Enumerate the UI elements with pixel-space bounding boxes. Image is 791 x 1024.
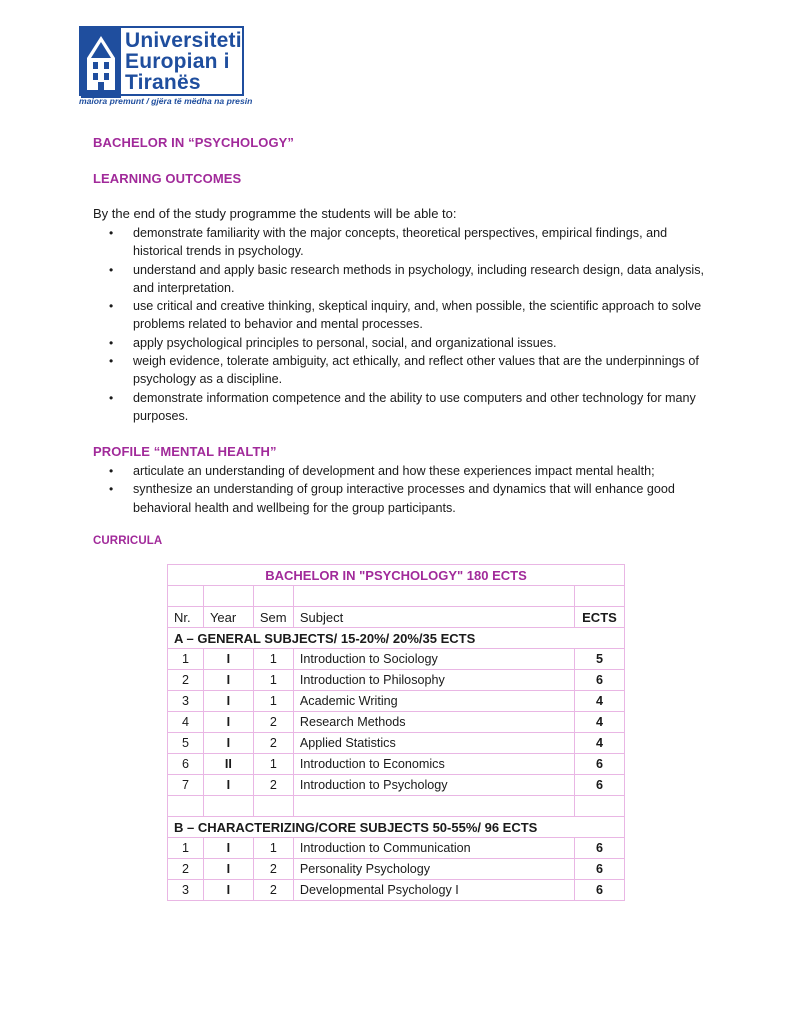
page-title: BACHELOR IN “PSYCHOLOGY”	[93, 135, 295, 150]
learning-outcomes-heading: LEARNING OUTCOMES	[93, 171, 242, 186]
cell-nr: 5	[168, 733, 204, 754]
header-ects: ECTS	[574, 607, 624, 628]
cell-year: I	[203, 670, 253, 691]
logo-line-3: Tiranës	[125, 71, 201, 94]
cell-sem: 2	[253, 775, 293, 796]
section-a-title: A – GENERAL SUBJECTS/ 15-20%/ 20%/35 ECTS	[168, 628, 625, 649]
outcome-item: • use critical and creative thinking, skeptical inquiry, and, when possible, the scientific approach to solve problems related to behavior and mental processes.	[93, 297, 713, 334]
table-row	[168, 691, 625, 712]
outcome-item: • demonstrate information competence and the ability to use computers and other technology for many purposes.	[93, 389, 713, 426]
profile-list	[93, 462, 713, 517]
curriculum-table	[167, 564, 625, 901]
profile-item: • articulate an understanding of development and how these experiences impact mental health;	[93, 462, 713, 480]
cell-year: I	[203, 733, 253, 754]
cell-sem: 2	[253, 859, 293, 880]
table-row	[168, 712, 625, 733]
table-spacer-row	[168, 796, 625, 817]
table-row	[168, 880, 625, 901]
cell-year: I	[203, 691, 253, 712]
cell-sem: 2	[253, 880, 293, 901]
cell-subject: Introduction to Psychology	[293, 775, 574, 796]
cell-sem: 2	[253, 712, 293, 733]
table-spacer-row	[168, 586, 625, 607]
cell-subject: Personality Psychology	[293, 859, 574, 880]
section-b-title: B – CHARACTERIZING/CORE SUBJECTS 50-55%/ 96 ECTS	[168, 817, 625, 838]
header-year: Year	[203, 607, 253, 628]
outcome-item: • demonstrate familiarity with the major concepts, theoretical perspectives, empirical findings, and historical trends in psychology.	[93, 224, 713, 261]
cell-sem: 2	[253, 733, 293, 754]
cell-sem: 1	[253, 838, 293, 859]
cell-ects: 6	[574, 775, 624, 796]
cell-sem: 1	[253, 649, 293, 670]
table-row	[168, 859, 625, 880]
cell-year: I	[203, 838, 253, 859]
cell-ects: 4	[574, 712, 624, 733]
cell-ects: 6	[574, 838, 624, 859]
cell-sem: 1	[253, 670, 293, 691]
cell-subject: Introduction to Sociology	[293, 649, 574, 670]
cell-year: I	[203, 775, 253, 796]
header-nr: Nr.	[168, 607, 204, 628]
cell-subject: Introduction to Philosophy	[293, 670, 574, 691]
cell-subject: Academic Writing	[293, 691, 574, 712]
learning-outcomes-list	[93, 224, 713, 425]
cell-nr: 2	[168, 670, 204, 691]
cell-nr: 4	[168, 712, 204, 733]
table-row	[168, 649, 625, 670]
table-header-row	[168, 607, 625, 628]
header-sem: Sem	[253, 607, 293, 628]
table-title: BACHELOR IN "PSYCHOLOGY" 180 ECTS	[168, 565, 625, 586]
section-a-row	[168, 628, 625, 649]
cell-nr: 1	[168, 649, 204, 670]
table-row	[168, 775, 625, 796]
profile-heading: PROFILE “MENTAL HEALTH”	[93, 444, 277, 459]
table-title-row	[168, 565, 625, 586]
outcome-item: • understand and apply basic research methods in psychology, including research design, data analysis, and interpretation.	[93, 261, 713, 298]
profile-item: • synthesize an understanding of group interactive processes and dynamics that will enhance good behavioral health and wellbeing for the group participants.	[93, 480, 713, 517]
cell-subject: Developmental Psychology I	[293, 880, 574, 901]
logo-frame	[79, 26, 244, 96]
table-row	[168, 670, 625, 691]
cell-year: II	[203, 754, 253, 775]
table-row	[168, 838, 625, 859]
logo-line-1: Universiteti	[125, 29, 242, 52]
header-subject: Subject	[293, 607, 574, 628]
building-emblem-icon	[81, 28, 121, 98]
logo-line-2: Europian i	[125, 50, 230, 73]
cell-ects: 6	[574, 754, 624, 775]
cell-year: I	[203, 859, 253, 880]
cell-ects: 6	[574, 670, 624, 691]
logo-motto: maiora premunt / gjëra të mëdha na presin	[79, 96, 253, 106]
cell-subject: Applied Statistics	[293, 733, 574, 754]
outcome-item: • weigh evidence, tolerate ambiguity, act ethically, and reflect other values that are the underpinnings of psychology as a discipline.	[93, 352, 713, 389]
table-row	[168, 733, 625, 754]
cell-subject: Introduction to Communication	[293, 838, 574, 859]
section-b-row	[168, 817, 625, 838]
cell-sem: 1	[253, 691, 293, 712]
cell-ects: 5	[574, 649, 624, 670]
cell-subject: Research Methods	[293, 712, 574, 733]
university-logo	[79, 26, 253, 110]
intro-text: By the end of the study programme the students will be able to:	[93, 206, 457, 221]
cell-nr: 1	[168, 838, 204, 859]
cell-year: I	[203, 880, 253, 901]
cell-ects: 6	[574, 859, 624, 880]
cell-nr: 3	[168, 691, 204, 712]
table-row	[168, 754, 625, 775]
cell-year: I	[203, 649, 253, 670]
outcome-item: • apply psychological principles to personal, social, and organizational issues.	[93, 334, 713, 352]
cell-ects: 4	[574, 691, 624, 712]
cell-sem: 1	[253, 754, 293, 775]
cell-year: I	[203, 712, 253, 733]
cell-nr: 7	[168, 775, 204, 796]
cell-ects: 4	[574, 733, 624, 754]
cell-nr: 2	[168, 859, 204, 880]
cell-nr: 3	[168, 880, 204, 901]
cell-ects: 6	[574, 880, 624, 901]
curricula-heading: CURRICULA	[93, 535, 163, 547]
cell-subject: Introduction to Economics	[293, 754, 574, 775]
cell-nr: 6	[168, 754, 204, 775]
